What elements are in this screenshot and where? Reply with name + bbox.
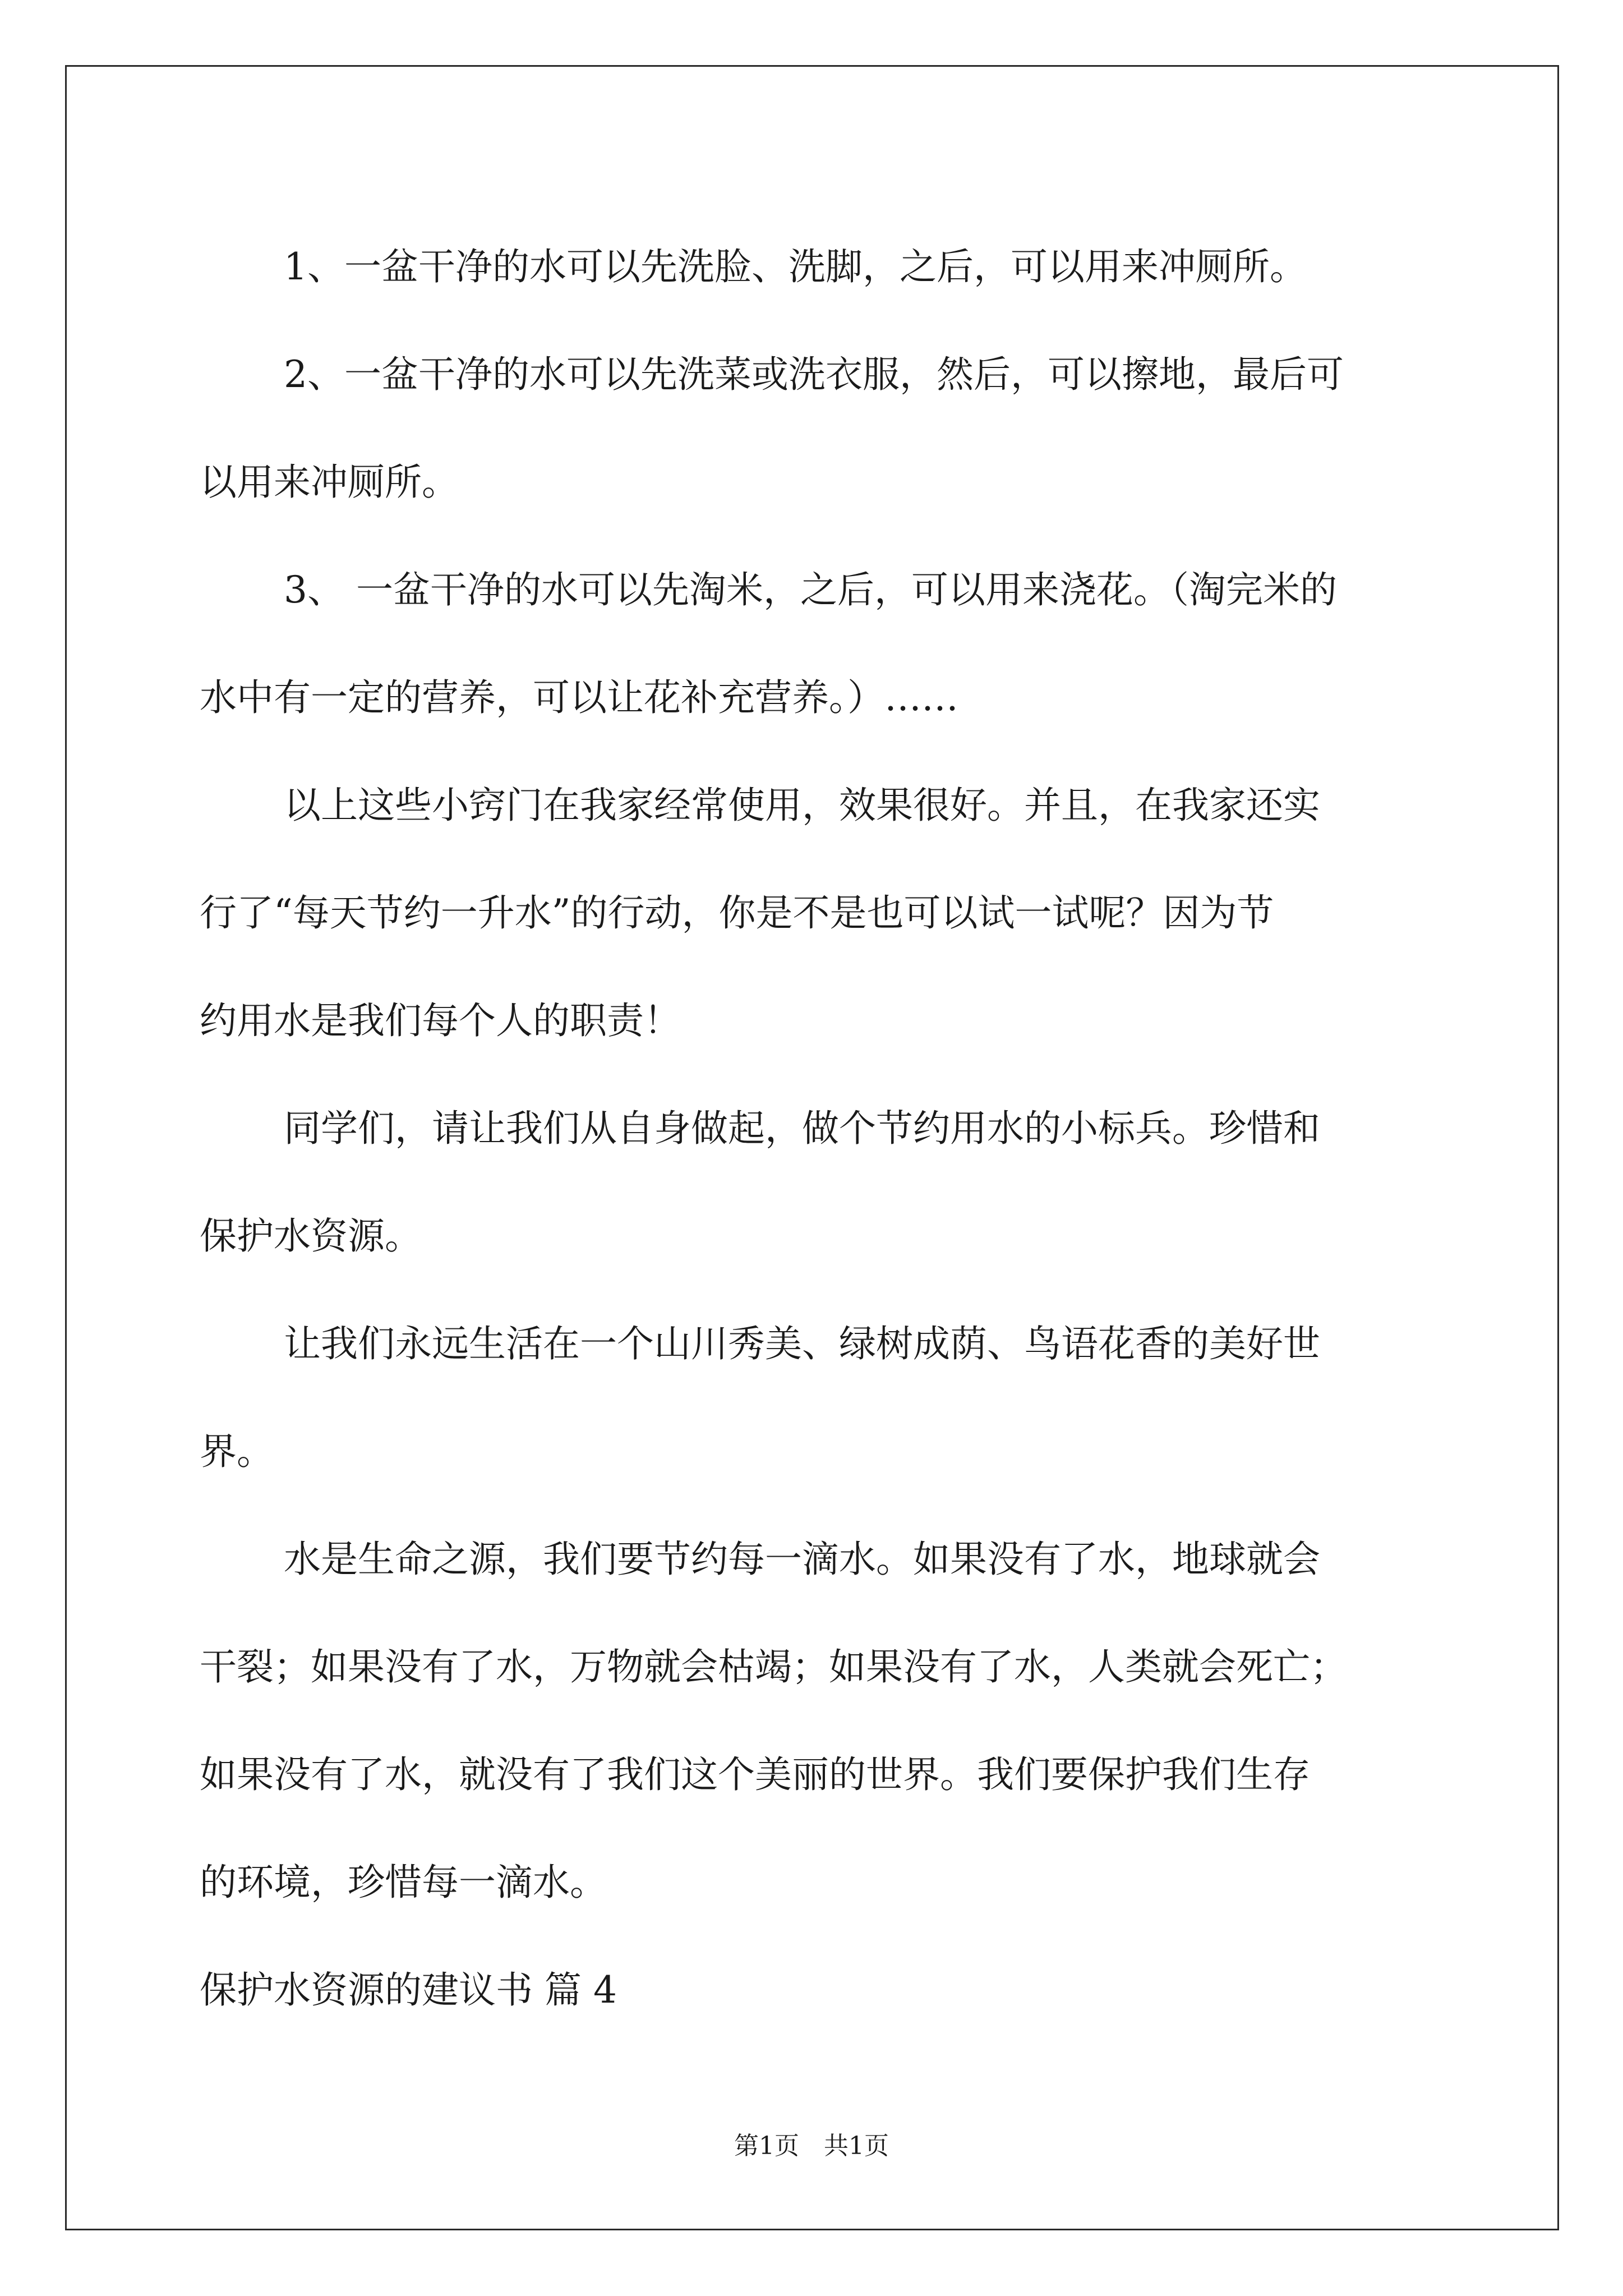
text-line: 以上这些小窍门在我家经常使用，效果很好。并且，在我家还实 xyxy=(284,784,1320,827)
document-body xyxy=(200,213,1433,2044)
text-line: 约用水是我们每个人的职责！ xyxy=(200,999,681,1042)
text-line: 1、一盆干净的水可以先洗脸、洗脚，之后，可以用来冲厕所。 xyxy=(284,245,1307,288)
section-heading: 保护水资源的建议书 篇 4 xyxy=(200,1968,617,2012)
text-line: 的环境，珍惜每一滴水。 xyxy=(200,1861,607,1904)
text-line: 以用来冲厕所。 xyxy=(200,461,459,504)
text-line: 让我们永远生活在一个山川秀美、绿树成荫、鸟语花香的美好世 xyxy=(284,1322,1320,1365)
text-line: 干裂；如果没有了水，万物就会枯竭；如果没有了水，人类就会死亡； xyxy=(200,1645,1347,1688)
text-line: 界。 xyxy=(200,1430,274,1473)
page-number-footer: 第1页 共1页 xyxy=(734,2132,889,2160)
text-line: 行了“每天节约一升水”的行动，你是不是也可以试一试呢？因为节 xyxy=(200,891,1274,935)
text-line: 水中有一定的营养，可以让花补充营养。）…… xyxy=(200,676,958,719)
text-line: 2、一盆干净的水可以先洗菜或洗衣服，然后，可以擦地，最后可 xyxy=(284,353,1344,396)
text-line: 水是生命之源，我们要节约每一滴水。如果没有了水，地球就会 xyxy=(284,1538,1320,1581)
text-line: 保护水资源。 xyxy=(200,1214,422,1258)
text-line: 同学们，请让我们从自身做起，做个节约用水的小标兵。珍惜和 xyxy=(284,1107,1320,1150)
text-line: 如果没有了水，就没有了我们这个美丽的世界。我们要保护我们生存 xyxy=(200,1753,1310,1796)
text-line: 3、 一盆干净的水可以先淘米，之后，可以用来浇花。（淘完米的 xyxy=(284,568,1337,611)
